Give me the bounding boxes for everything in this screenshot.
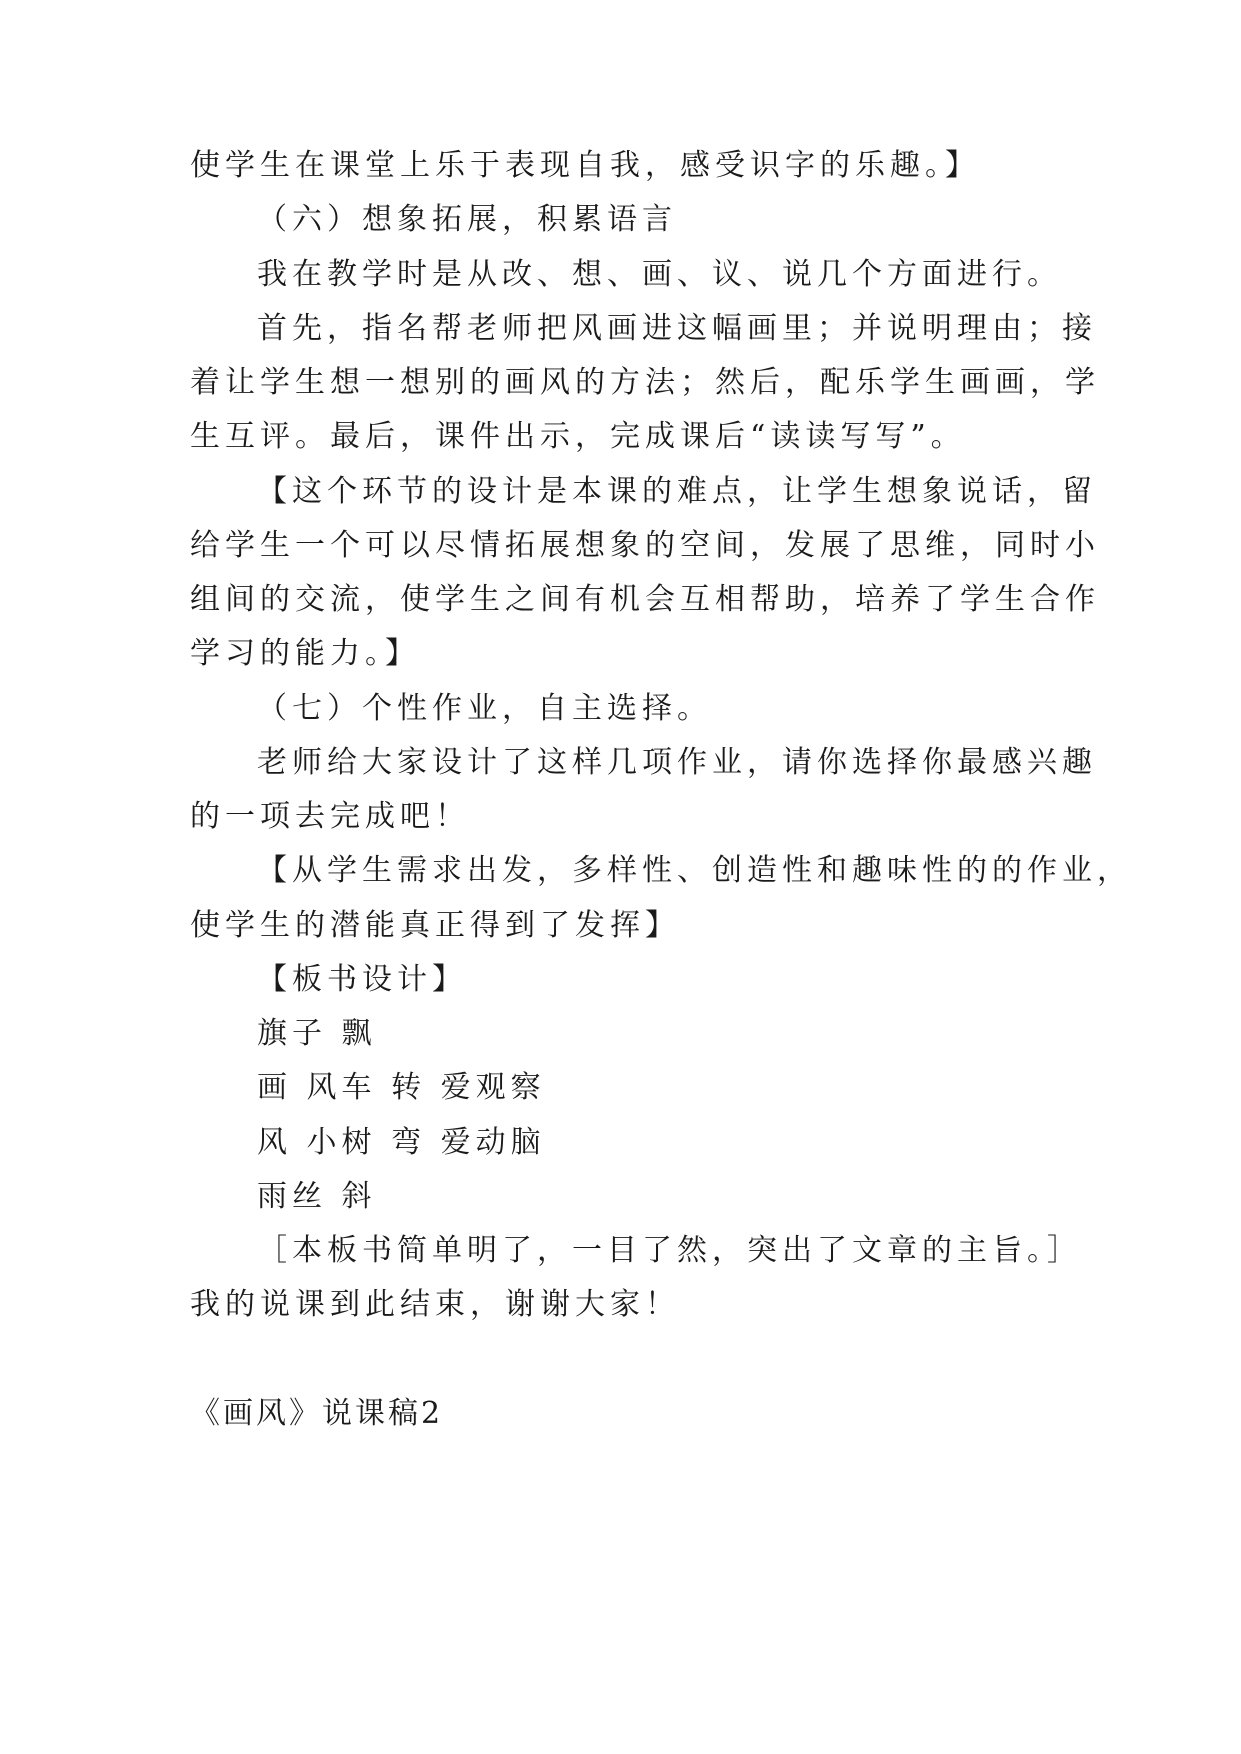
- paragraph-line: 我在教学时是从改、想、画、议、说几个方面进行。: [257, 257, 1062, 292]
- paragraph-line: 【这个环节的设计是本课的难点，让学生想象说话，留: [257, 474, 1097, 509]
- paragraph-line: 使学生在课堂上乐于表现自我，感受识字的乐趣。】: [190, 148, 980, 183]
- paragraph-line: 老师给大家设计了这样几项作业，请你选择你最感兴趣: [257, 745, 1097, 780]
- paragraph-line: 的一项去完成吧！: [190, 799, 470, 834]
- closing-line: 我的说课到此结束，谢谢大家！: [190, 1287, 680, 1322]
- paragraph-line: 学习的能力。】: [190, 636, 420, 671]
- paragraph-line: 给学生一个可以尽情拓展想象的空间，发展了思维，同时小: [190, 528, 1100, 563]
- paragraph-line: 生互评。最后，课件出示，完成课后“读读写写”。: [190, 419, 966, 454]
- paragraph-line: 【从学生需求出发，多样性、创造性和趣味性的的作业，: [257, 853, 1132, 888]
- section-heading-seven: （七）个性作业，自主选择。: [257, 691, 712, 726]
- board-design-line: 旗子 飘: [257, 1016, 377, 1051]
- board-design-line: 风 小树 弯 爱动脑: [257, 1125, 546, 1160]
- paragraph-line: 着让学生想一想别的画风的方法；然后，配乐学生画画，学: [190, 365, 1100, 400]
- board-design-heading: 【板书设计】: [257, 962, 467, 997]
- paragraph-line: 使学生的潜能真正得到了发挥】: [190, 908, 680, 943]
- paragraph-line: ［本板书简单明了，一目了然，突出了文章的主旨。］: [257, 1233, 1082, 1268]
- board-design-line: 雨丝 斜: [257, 1179, 377, 1214]
- next-section-title: 《画风》说课稿2: [190, 1396, 444, 1431]
- board-design-line: 画 风车 转 爱观察: [257, 1070, 546, 1105]
- paragraph-line: 首先，指名帮老师把风画进这幅画里；并说明理由；接: [257, 311, 1097, 346]
- section-heading-six: （六）想象拓展，积累语言: [257, 202, 677, 237]
- paragraph-line: 组间的交流，使学生之间有机会互相帮助，培养了学生合作: [190, 582, 1100, 617]
